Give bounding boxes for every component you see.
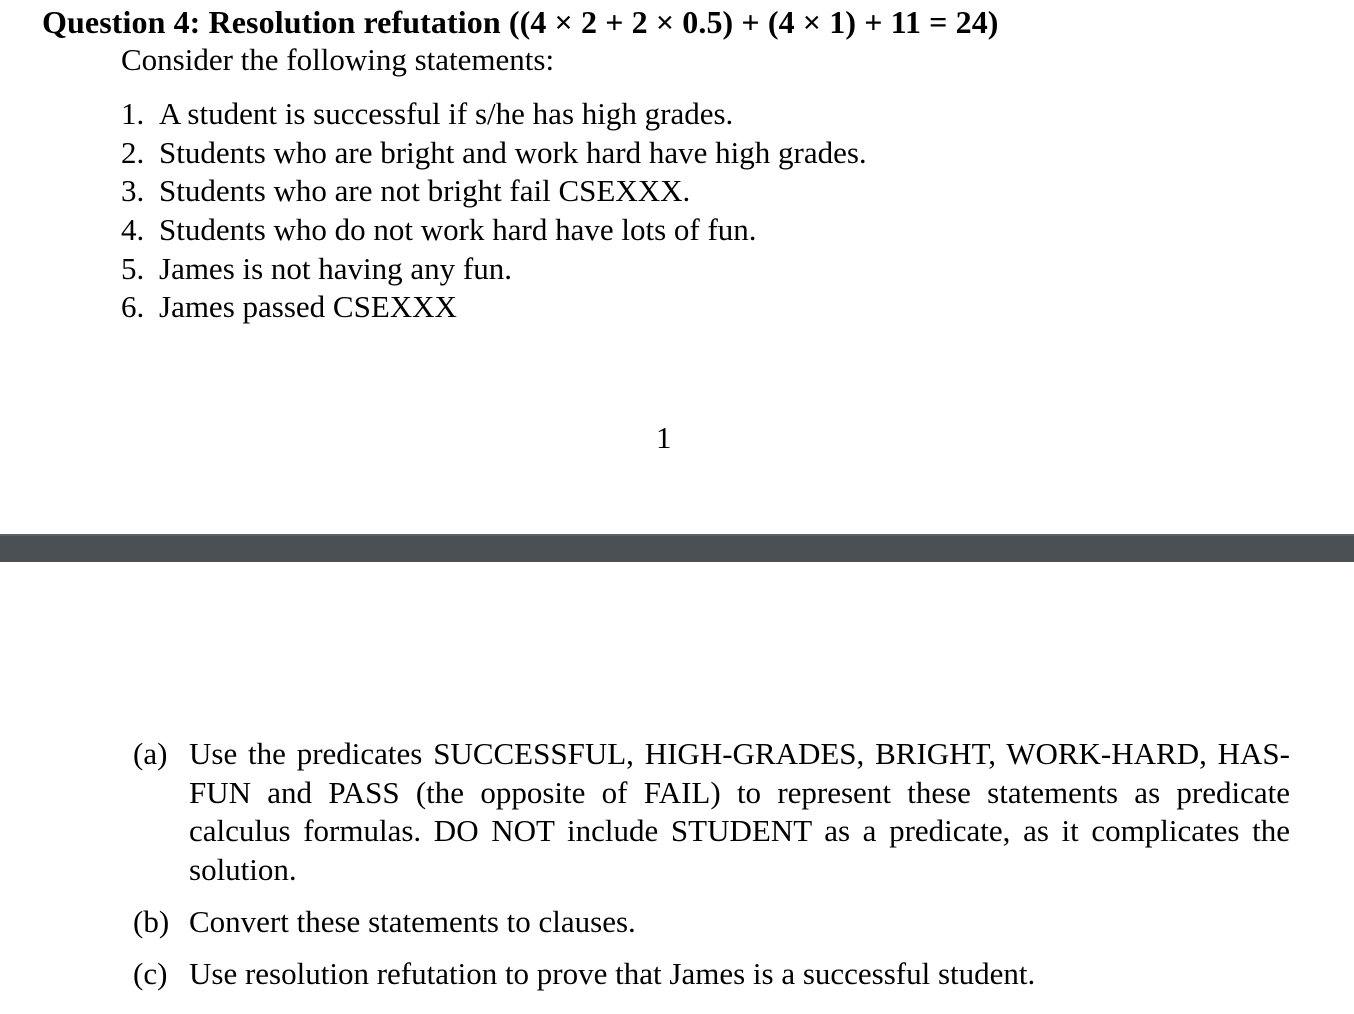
sub-question-label: (b) (133, 903, 170, 939)
statement-number: 4. (121, 212, 145, 248)
page-number: 1 (656, 420, 672, 455)
sub-question-label: (a) (133, 736, 168, 771)
statement-text: James passed CSEXXX (159, 289, 457, 325)
sub-question-a (133, 735, 1290, 890)
sub-question-label: (c) (133, 955, 168, 991)
statement-item (121, 250, 867, 289)
statement-number: 2. (121, 134, 145, 170)
statement-number: 6. (121, 289, 145, 325)
sub-question-b (133, 903, 1290, 942)
question-title-text: Question 4: Resolution refutation (42, 4, 501, 40)
question-marks: ((4 × 2 + 2 × 0.5) + (4 × 1) + 11 = 24) (508, 4, 999, 40)
sub-question-text: Use the predicates SUCCESSFUL, HIGH-GRADES, BRIGHT, WORK-HARD, HAS-FUN and PASS (the opposite of FAIL) to represent these statements as predicate calculus formulas. DO NOT include STUDENT as a predicate, as it complicates the solution. (189, 736, 1290, 888)
statement-text: Students who are bright and work hard have high grades. (159, 134, 867, 170)
sub-question-text: Use resolution refutation to prove that James is a successful student. (189, 955, 1036, 991)
sub-question-c (133, 955, 1290, 994)
statement-text: A student is successful if s/he has high grades. (159, 96, 734, 131)
statement-list (121, 95, 867, 327)
statement-number: 1. (121, 96, 145, 131)
question-title (42, 2, 999, 42)
statement-text: James is not having any fun. (159, 250, 513, 286)
sub-questions (133, 735, 1290, 993)
statement-item (121, 95, 867, 134)
question-intro: Consider the following statements: (121, 42, 555, 77)
statement-number: 3. (121, 173, 145, 209)
statement-text: Students who are not bright fail CSEXXX. (159, 173, 691, 209)
statement-item (121, 288, 867, 327)
page-divider (0, 534, 1354, 562)
statement-text: Students who do not work hard have lots of fun. (159, 212, 757, 248)
statement-number: 5. (121, 250, 145, 286)
statement-item (121, 172, 867, 211)
sub-question-text: Convert these statements to clauses. (189, 903, 636, 939)
statement-item (121, 211, 867, 250)
statement-item (121, 134, 867, 173)
